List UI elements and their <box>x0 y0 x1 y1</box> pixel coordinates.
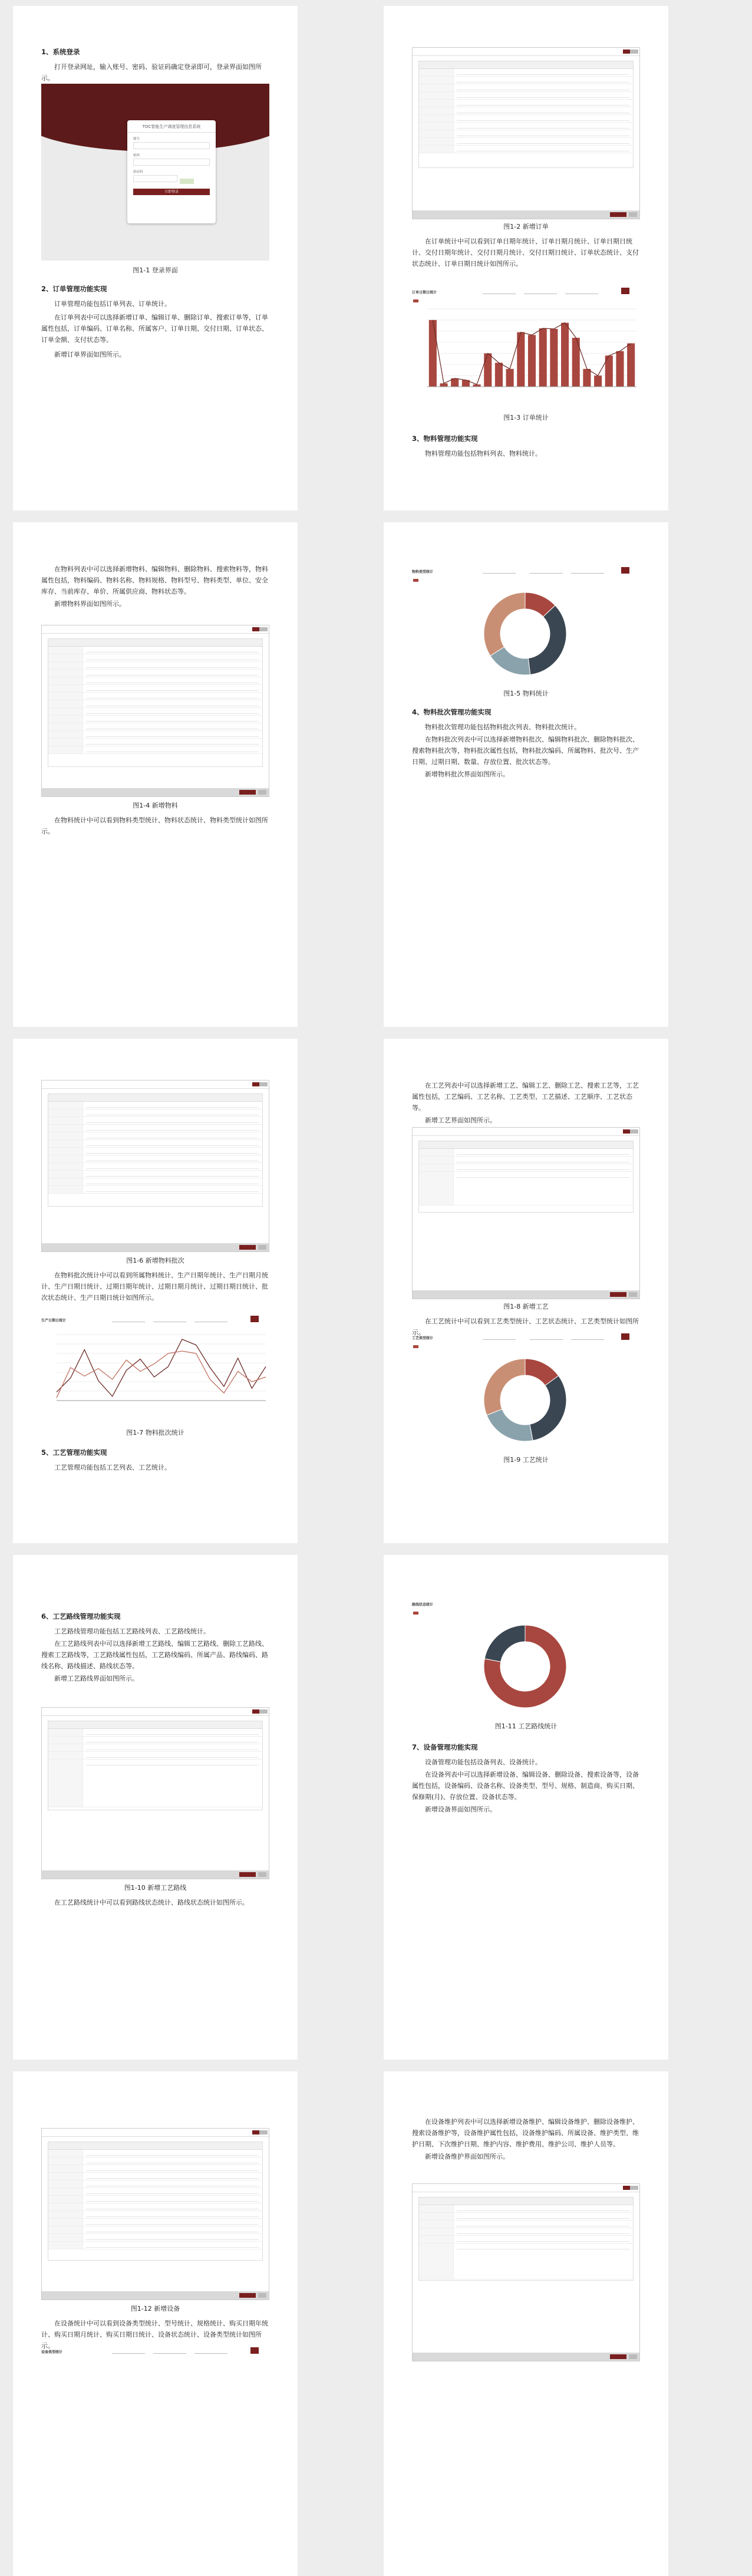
route-donut <box>472 1616 578 1717</box>
search-button[interactable] <box>621 1333 629 1340</box>
paragraph: 在设备列表中可以选择新增设备、编辑设备、删除设备、搜索设备等，设备属性包括，设备编码、设备名称、设备类型、型号、规格、制造商、购买日期、保修期(月)、存放位置、设备状态等。 <box>412 1771 639 1801</box>
paragraph: 在工艺列表中可以选择新增工艺、编辑工艺、删除工艺、搜索工艺等，工艺属性包括，工艺编码、工艺名称、工艺类型、工艺描述、工艺顺序、工艺状态等。 <box>412 1082 639 1112</box>
figure-caption: 图1-9 工艺统计 <box>503 1456 549 1464</box>
bar <box>539 328 547 387</box>
chart-filter-label: 工艺类型统计 <box>412 1336 434 1340</box>
paragraph: 设备管理功能包括设备列表、设备统计。 <box>425 1758 542 1766</box>
figure-caption: 图1-3 订单统计 <box>503 414 549 421</box>
login-title: TOC智能生产调度管理信息系统 <box>127 124 216 133</box>
search-button[interactable] <box>250 2347 259 2354</box>
donut-slice <box>484 1359 525 1415</box>
heading-material: 3、物料管理功能实现 <box>412 434 478 443</box>
document-page-1 <box>13 6 298 510</box>
figure-caption: 图1-4 新增物料 <box>133 802 178 809</box>
chart-filter-label: 生产日期日统计 <box>41 1319 67 1323</box>
paragraph: 在工艺路线统计中可以看到路线状态统计、路线状态统计如图所示。 <box>54 1899 249 1906</box>
chart-filter-label: 路线状态统计 <box>412 1603 434 1607</box>
username-label: 账号 <box>133 137 140 141</box>
bar <box>495 363 503 387</box>
paragraph: 工艺路线管理功能包括工艺路线列表、工艺路线统计。 <box>54 1628 210 1635</box>
bar <box>528 335 536 387</box>
chart-filter-label: 设备类型统计 <box>41 2350 63 2354</box>
document-page-4 <box>384 522 668 1027</box>
figure-caption: 图1-5 物料统计 <box>503 690 549 697</box>
add-order-form <box>412 47 640 219</box>
figure-caption: 图1-7 物料批次统计 <box>126 1429 184 1437</box>
document-page-7 <box>13 1555 298 2060</box>
bar <box>429 320 437 387</box>
figure-caption: 图1-1 登录界面 <box>133 266 178 274</box>
password-label: 密码 <box>133 154 140 157</box>
document-page-8 <box>384 1555 668 2060</box>
figure-caption: 图1-8 新增工艺 <box>503 1303 549 1310</box>
document-page-9 <box>13 2071 298 2576</box>
heading-order: 2、订单管理功能实现 <box>41 285 107 293</box>
search-button[interactable] <box>621 567 629 574</box>
donut-slice <box>530 1376 566 1441</box>
captcha-image[interactable] <box>180 179 194 184</box>
paragraph: 在设备统计中可以看到设备类型统计、型号统计、规格统计、购买日期年统计、购买日期月统计、购买日期日统计、设备状态统计、设备类型统计如图所示。 <box>41 2320 268 2350</box>
chart-filter-label: 物料类型统计 <box>412 570 434 574</box>
figure-caption: 图1-10 新增工艺路线 <box>124 1884 187 1892</box>
document-page-2 <box>384 6 668 510</box>
bar <box>440 383 447 387</box>
username-field[interactable] <box>133 142 210 149</box>
paragraph: 在物料列表中可以选择新增物料、编辑物料、删除物料、搜索物料等，物料属性包括，物料编码、物料名称、物料规格、物料型号、物料类型、单位、安全库存、当前库存、单价、所属供应商、物料状态等。 <box>41 565 268 595</box>
search-button[interactable] <box>250 1316 259 1322</box>
figure-caption: 图1-12 新增设备 <box>130 2305 180 2313</box>
bar <box>561 323 569 387</box>
donut-slice <box>487 1409 533 1441</box>
figure-caption: 图1-2 新增订单 <box>503 223 549 230</box>
login-button[interactable]: 立即登录 <box>133 189 210 195</box>
login-card <box>127 120 216 223</box>
paragraph: 在订单列表中可以选择新增订单、编辑订单、删除订单、搜索订单等，订单属性包括，订单编码、订单名称、所属客户、订单日期、交付日期、订单状态、订单金额、支付状态等。 <box>41 314 268 344</box>
paragraph: 新增物料界面如图所示。 <box>54 600 126 608</box>
paragraph: 新增设备维护界面如图所示。 <box>425 2153 509 2160</box>
paragraph: 打开登录网址，输入账号、密码、验证码确定登录即可，登录界面如图所示。 <box>41 63 262 82</box>
paragraph: 物料管理功能包括物料列表、物料统计。 <box>425 450 542 457</box>
bar <box>583 369 591 387</box>
paragraph: 工艺管理功能包括工艺列表、工艺统计。 <box>54 1464 171 1471</box>
material-donut <box>472 584 578 684</box>
add-batch-form <box>41 1080 269 1252</box>
add-material-form <box>41 625 269 797</box>
bar <box>594 375 602 387</box>
paragraph: 在物料批次列表中可以选择新增物料批次、编辑物料批次、删除物料批次、搜索物料批次等，物料批次属性包括，物料批次编码、所属物料、批次号、生产日期、过期日期、数量、存放位置、批次状态等。 <box>412 736 639 766</box>
bar <box>484 353 492 387</box>
captcha-field[interactable] <box>133 175 177 182</box>
paragraph: 在工艺统计中可以看到工艺类型统计、工艺状态统计、工艺类型统计如图所示。 <box>412 1317 639 1336</box>
heading-login: 1、系统登录 <box>41 48 80 56</box>
order-chart <box>412 305 640 400</box>
paragraph: 订单管理功能包括订单列表、订单统计。 <box>54 300 171 308</box>
search-button[interactable] <box>621 288 629 294</box>
heading-equipment: 7、设备管理功能实现 <box>412 1743 478 1751</box>
paragraph: 新增设备界面如图所示。 <box>425 1806 496 1813</box>
series-line <box>57 1339 266 1396</box>
add-equipment-form <box>41 2128 269 2300</box>
paragraph: 在物料统计中可以看到物料类型统计、物料状态统计、物料类型统计如图所示。 <box>41 816 268 835</box>
chart-filter-label: 订单日期日统计 <box>412 291 437 295</box>
heading-route: 6、工艺路线管理功能实现 <box>41 1612 121 1620</box>
paragraph: 新增工艺界面如图所示。 <box>425 1116 496 1124</box>
heading-batch: 4、物料批次管理功能实现 <box>412 708 492 716</box>
paragraph: 新增物料批次界面如图所示。 <box>425 770 509 778</box>
captcha-label: 验证码 <box>133 170 143 174</box>
password-field[interactable] <box>133 159 210 166</box>
document-page-3 <box>13 522 298 1027</box>
bar <box>550 329 558 387</box>
heading-process: 5、工艺管理功能实现 <box>41 1448 107 1457</box>
document-page-5 <box>13 1039 298 1543</box>
document-page-10 <box>384 2071 668 2576</box>
batch-line-chart <box>41 1331 269 1414</box>
figure-caption: 图1-6 新增物料批次 <box>126 1257 184 1264</box>
paragraph: 在设备维护列表中可以选择新增设备维护、编辑设备维护、删除设备维护、搜索设备维护等，设备维护属性包括，设备维护编码、所属设备、维护类型、维护日期、下次维护日期、维护内容、维护费用、维护公司、维护人员等。 <box>412 2118 639 2148</box>
bar <box>616 351 624 387</box>
add-route-form <box>41 1707 269 1879</box>
figure-caption: 图1-11 工艺路线统计 <box>494 1722 558 1730</box>
paragraph: 新增工艺路线界面如图所示。 <box>54 1675 138 1682</box>
process-donut <box>472 1350 578 1450</box>
paragraph: 在订单统计中可以看到订单日期年统计、订单日期月统计、订单日期日统计、交付日期年统计、交付日期月统计、交付日期日统计、订单状态统计、支付状态统计、订单日期日统计如图所示。 <box>412 238 639 268</box>
paragraph: 在物料批次统计中可以看到所属物料统计、生产日期年统计、生产日期月统计、生产日期日统计、过期日期年统计、过期日期月统计、过期日期日统计、批次状态统计、生产日期日统计如图所示。 <box>41 1271 268 1302</box>
donut-slice <box>528 605 566 674</box>
bar <box>506 369 514 387</box>
bar <box>627 343 635 387</box>
paragraph: 在工艺路线列表中可以选择新增工艺路线、编辑工艺路线、删除工艺路线、搜索工艺路线等，工艺路线属性包括，工艺路线编码、所属产品、路线编码、路线名称、路线描述、路线状态等。 <box>41 1640 268 1670</box>
add-process-form <box>412 1127 640 1299</box>
donut-slice <box>484 1625 525 1662</box>
login-screenshot <box>41 84 269 261</box>
document-page-6 <box>384 1039 668 1543</box>
paragraph: 新增订单界面如图所示。 <box>54 351 126 358</box>
donut-slice <box>484 592 525 656</box>
add-maintenance-form <box>412 2183 640 2361</box>
paragraph: 物料批次管理功能包括物料批次列表、物料批次统计。 <box>425 723 581 731</box>
